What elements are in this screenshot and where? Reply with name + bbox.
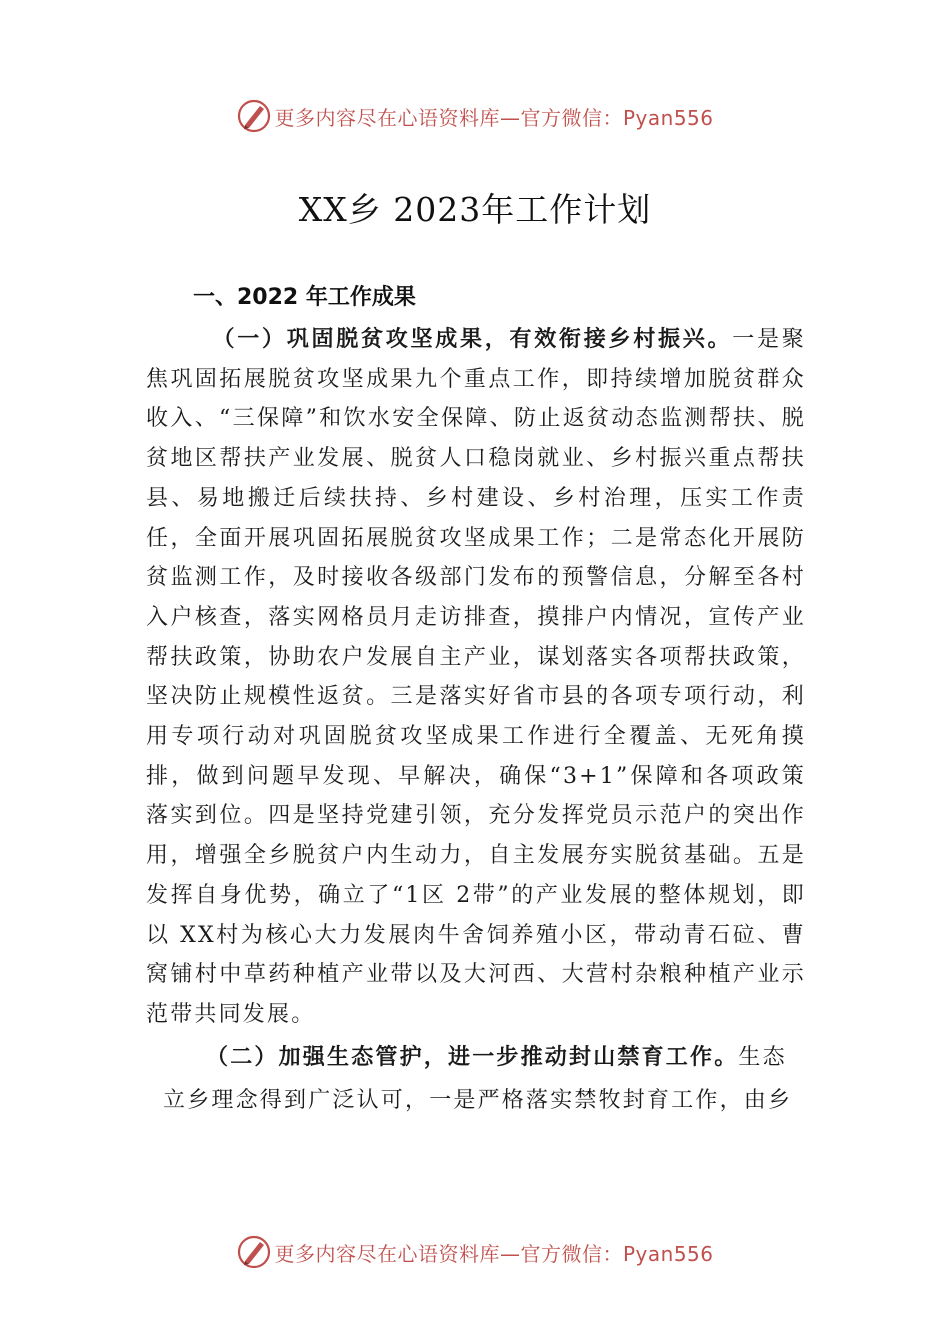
section-heading: 一、2022 年工作成果	[193, 285, 416, 310]
watermark-text	[274, 102, 713, 131]
paragraph-1-body: 一是聚焦巩固拓展脱贫攻坚成果九个重点工作，即持续增加脱贫群众收入、“三保障”和饮水安全保障、防止返贫动态监测帮扶、脱贫地区帮扶产业发展、脱贫人口稳岗就业、乡村振兴重点帮扶县、易地搬迁后续扶持、乡村建设、乡村治理，压实工作责任，全面开展巩固拓展脱贫攻坚成果工作；二是常态化开展防贫监测工作，及时接收各级部门发布的预警信息，分解至各村入户核查，落实网格员月走访排查，摸排户内情况，宣传产业帮扶政策，协助农户发展自主产业，谋划落实各项帮扶政策，坚决防止规模性返贫。三是落实好省市县的各项专项行动，利用专项行动对巩固脱贫攻坚成果工作进行全覆盖、无死角摸排，做到问题早发现、早解决，确保“3+1”保障和各项政策落实到位。四是坚持党建引领，充分发挥党员示范户的突出作用，增强全乡脱贫户内生动力，自主发展夯实脱贫基础。五是发挥自身优势，确立了“1区 2带”的产业发展的整体规划，即以 XX村为核心大力发展肉牛舍饲养殖小区，带动青石砬、曹窝铺村中草药种植产业带以及大河西、大营村杂粮种植产业示范带共同发展。	[146, 327, 806, 1027]
paragraph-2-lead: （二）加强生态管护，进一步推动封山禁育工作。	[206, 1044, 739, 1070]
paragraph-1-lead: （一）巩固脱贫攻坚成果，有效衔接乡村振兴。	[212, 326, 733, 352]
watermark-wechat-id: Pyan556	[622, 1241, 714, 1266]
watermark-wechat-label: 官方微信：	[520, 1241, 623, 1266]
paragraph-2-line-1	[206, 1040, 950, 1071]
watermark-brand: 更多内容尽在心语资料库	[274, 105, 500, 130]
pen-logo-icon	[236, 98, 272, 134]
paragraph-2-line-1-tail: 生态	[738, 1045, 787, 1070]
watermark-wechat-id: Pyan556	[622, 105, 714, 130]
watermark-brand: 更多内容尽在心语资料库	[274, 1241, 500, 1266]
paragraph-2-line-2: 立乡理念得到广泛认可，一是严格落实禁牧封育工作，由乡	[163, 1088, 793, 1113]
watermark-banner-bottom	[0, 1232, 950, 1272]
watermark-dash: —	[499, 105, 521, 130]
document-title: XX乡 2023年工作计划	[298, 190, 652, 229]
pen-logo-icon	[236, 1234, 272, 1270]
watermark-text	[274, 1238, 713, 1267]
paragraph-1	[146, 320, 806, 1035]
watermark-wechat-label: 官方微信：	[520, 105, 623, 130]
watermark-dash: —	[499, 1241, 521, 1266]
watermark-banner-top	[0, 96, 950, 136]
